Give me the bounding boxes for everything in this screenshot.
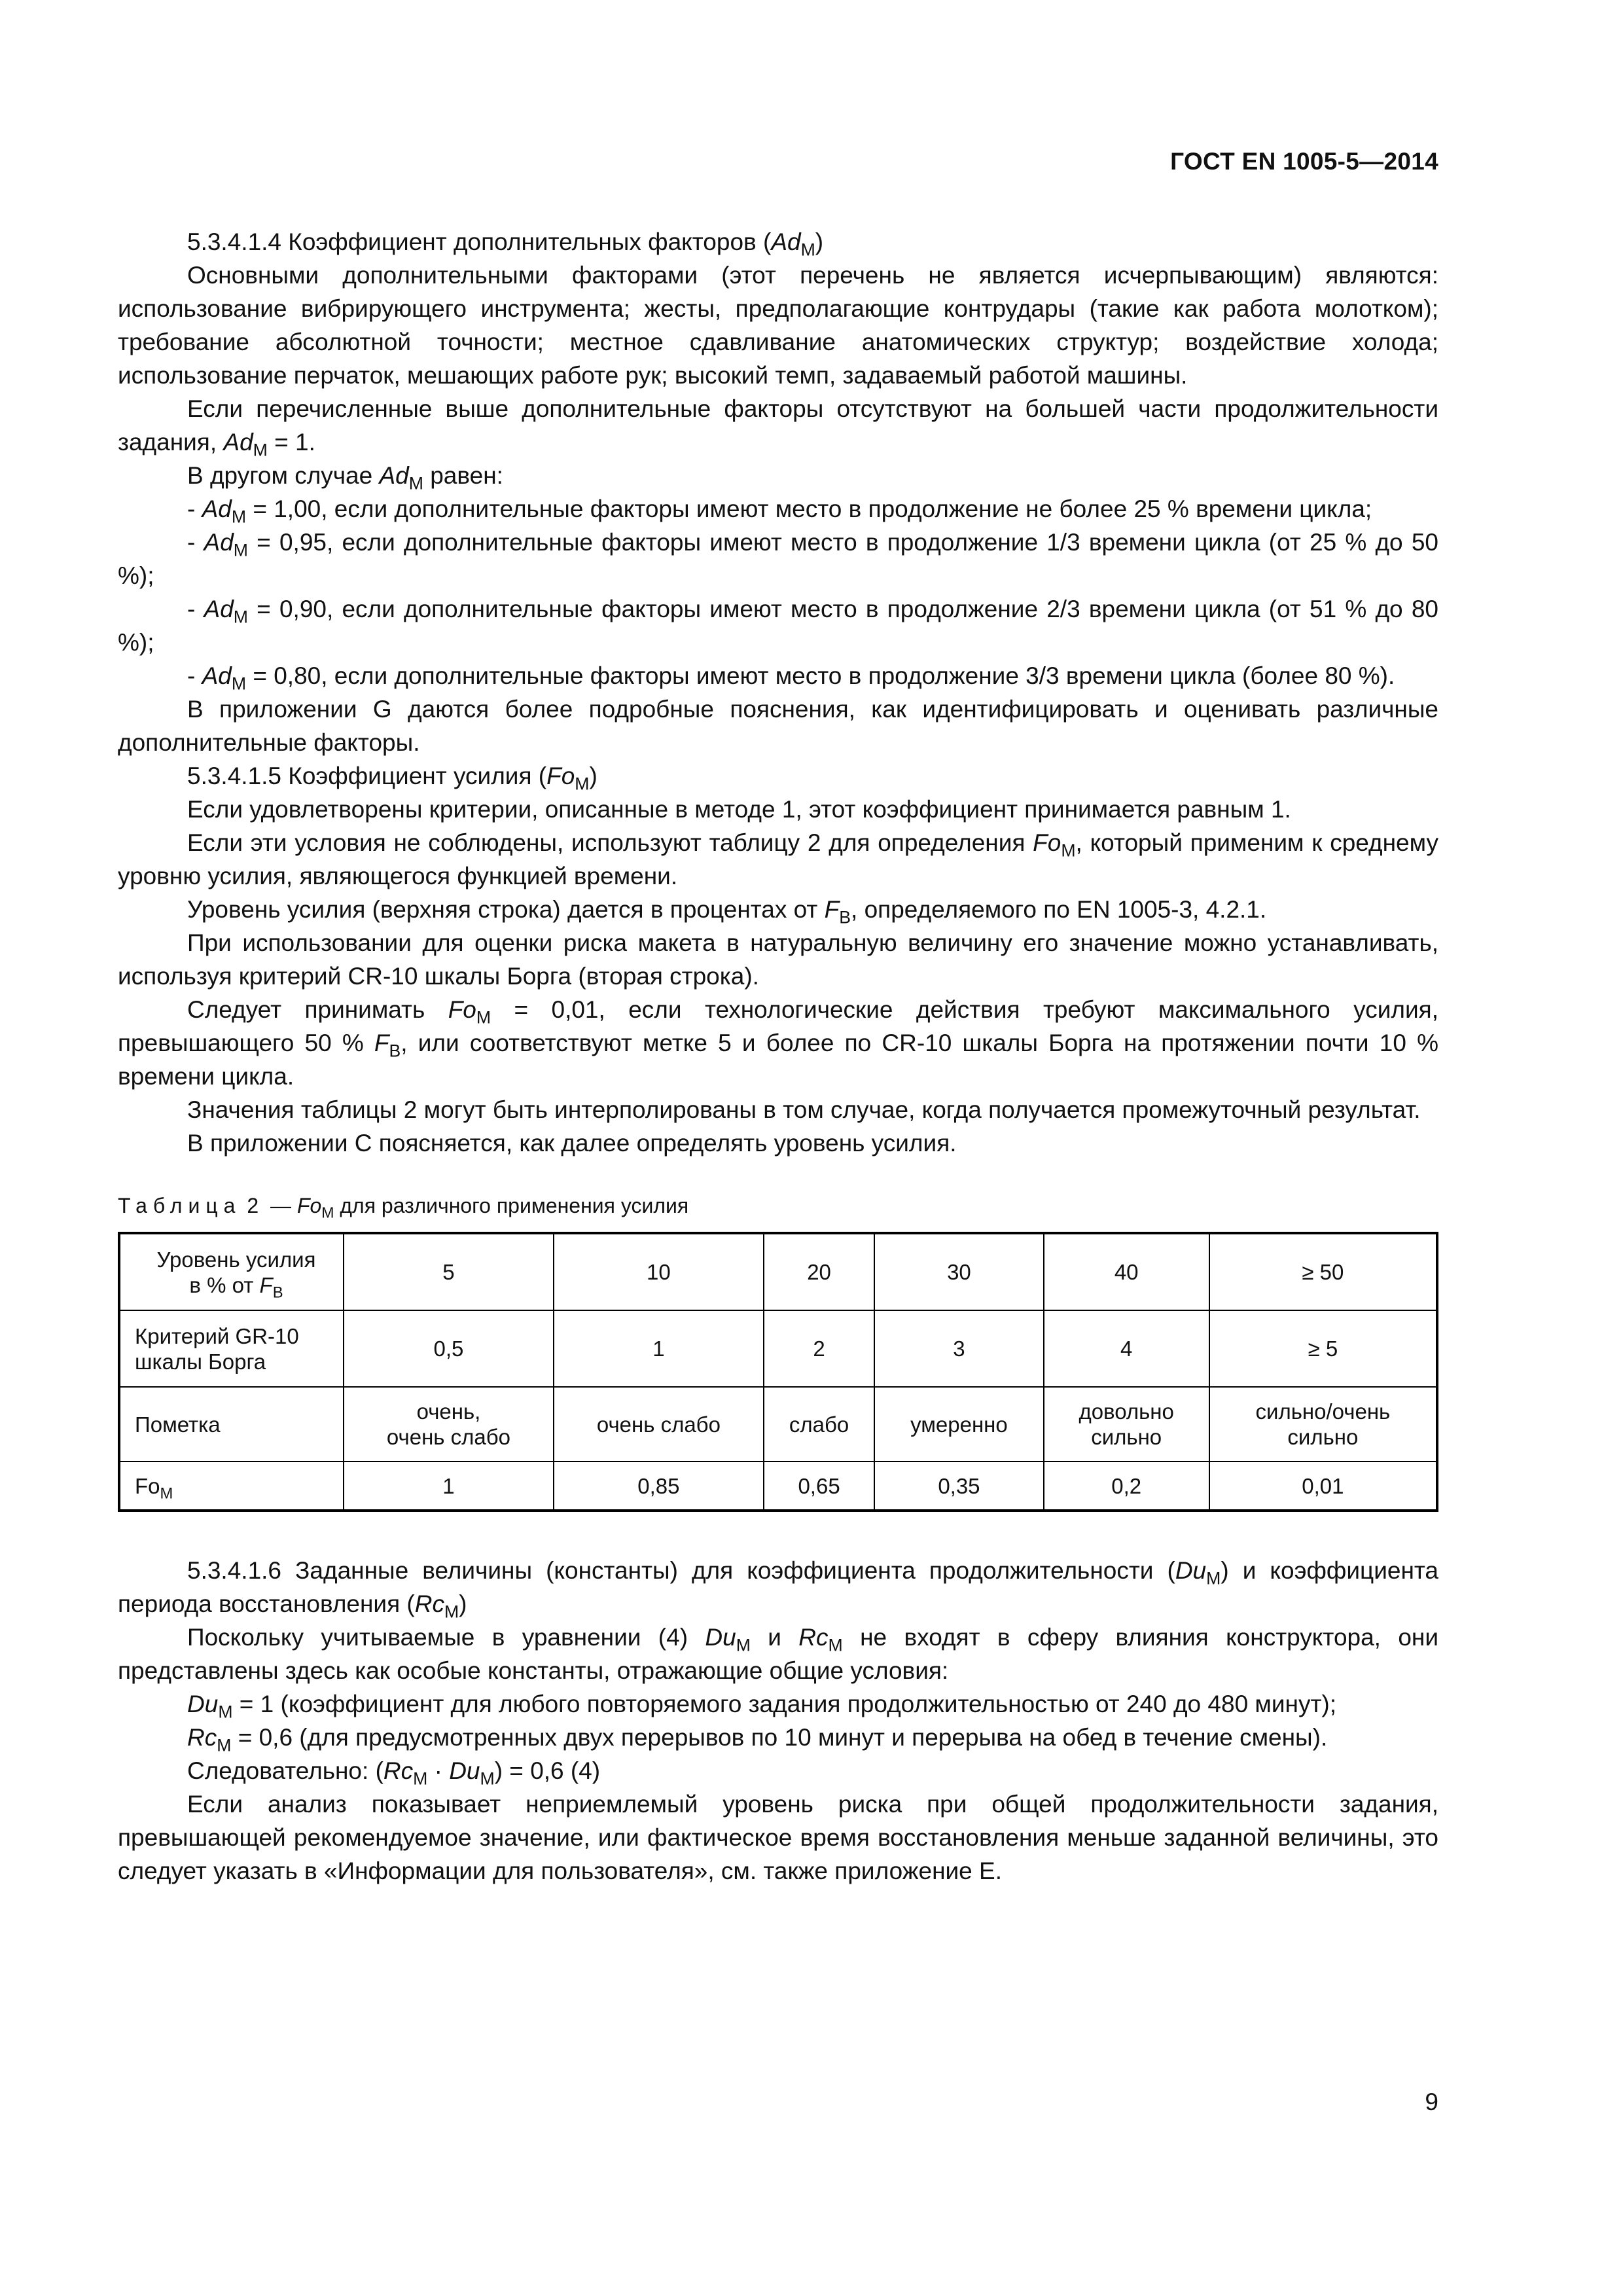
text-run: В другом случае xyxy=(187,462,380,489)
italic-symbol: Fo xyxy=(448,996,476,1023)
italic-symbol: Ad xyxy=(379,462,409,489)
cell-text: 1 xyxy=(442,1473,455,1498)
text-run: Если удовлетворены критерии, описанные в методе 1, этот коэффициент принимается равным 1. xyxy=(187,796,1291,823)
italic-symbol: Fo xyxy=(546,762,575,789)
text-run: ) и коэффициента периода восстановления ( xyxy=(118,1557,1438,1617)
cell-text: 0,65 xyxy=(798,1473,840,1498)
subscript: M xyxy=(160,1484,173,1503)
subscript: M xyxy=(444,1602,459,1622)
table-cell xyxy=(344,1310,554,1387)
paragraph xyxy=(118,1093,1438,1126)
text-run: 5.3.4.1.5 Коэффициент усилия ( xyxy=(187,762,547,789)
cell-text: 5 xyxy=(442,1260,455,1284)
cell-text: 30 xyxy=(947,1260,971,1284)
cell-text: сильно/очень xyxy=(1255,1399,1391,1424)
text-run: = 1. xyxy=(267,429,315,456)
cell-text: 40 xyxy=(1114,1260,1139,1284)
cell-text: 2 xyxy=(813,1336,825,1361)
italic-symbol: Rc xyxy=(414,1590,444,1617)
page-number: 9 xyxy=(1425,2089,1438,2115)
paragraph xyxy=(118,793,1438,826)
italic-symbol: Rc xyxy=(798,1624,829,1651)
text-run: , который применим к среднему уровню усилия, являющегося функцией времени. xyxy=(118,829,1438,889)
text-run: Следовательно: ( xyxy=(187,1757,383,1784)
text-run: ) xyxy=(815,228,824,255)
text-run: - xyxy=(187,529,204,556)
text-run: - xyxy=(187,662,202,689)
paragraph xyxy=(118,1621,1438,1687)
text-run: Если эти условия не соблюдены, используют таблицу 2 для определения xyxy=(187,829,1033,856)
paragraph xyxy=(118,926,1438,993)
paragraph xyxy=(118,526,1438,592)
paragraph xyxy=(118,1721,1438,1754)
subscript: M xyxy=(1061,840,1076,861)
subscript: M xyxy=(233,540,248,560)
table-caption-label: Таблица xyxy=(118,1194,241,1217)
text-run: - xyxy=(187,495,202,522)
text-run: ) xyxy=(589,762,597,789)
cell-text: очень слабо xyxy=(386,1425,511,1449)
text-run: = 0,95, если дополнительные факторы имеют место в продолжение 1/3 времени цикла (от 25 % до 50 %); xyxy=(118,529,1438,589)
text-run: = 0,01, если технологические действия требуют максимального усилия, превышающего 50 % xyxy=(118,996,1438,1056)
paragraph xyxy=(118,459,1438,492)
text-run: Значения таблицы 2 могут быть интерполированы в том случае, когда получается промежуточный результат. xyxy=(187,1096,1421,1123)
italic-symbol: Ad xyxy=(204,529,234,556)
text-run: ) = 0,6 (4) xyxy=(494,1757,601,1784)
italic-symbol: Du xyxy=(187,1691,219,1717)
row-header-cell xyxy=(119,1233,344,1310)
text-run: Поскольку учитываемые в уравнении (4) xyxy=(187,1624,705,1651)
text-run: = 0,6 (для предусмотренных двух перерывов по 10 минут и перерыва на обед в течение смены). xyxy=(231,1724,1328,1751)
subscript: M xyxy=(231,507,247,527)
table-cell xyxy=(554,1233,764,1310)
table-cell xyxy=(554,1310,764,1387)
text-run: и xyxy=(750,1624,799,1651)
subscript: M xyxy=(253,440,268,460)
paragraph xyxy=(118,1754,1438,1787)
cell-text: 20 xyxy=(807,1260,831,1284)
table-cell xyxy=(1209,1310,1437,1387)
subscript: M xyxy=(575,774,590,794)
text-run: = 1 (коэффициент для любого повторяемого задания продолжительностью от 240 до 480 минут); xyxy=(232,1691,1337,1717)
italic-symbol: Ad xyxy=(204,596,234,622)
table-cell xyxy=(764,1462,874,1511)
text-run: В приложении С поясняется, как далее определять уровень усилия. xyxy=(187,1130,957,1157)
italic-symbol: Fo xyxy=(1033,829,1061,856)
text-run: в % от xyxy=(189,1272,260,1297)
text-run: Если анализ показывает неприемлемый уровень риска при общей продолжительности задания, превышающей рекомендуемое значение, или фактическое время восстановления меньше заданной величины, это следует указать в «Информации для пользователя», см. также приложение Е. xyxy=(118,1791,1438,1884)
text-run: = 0,80, если дополнительные факторы имеют место в продолжение 3/3 времени цикла (более 80 %). xyxy=(246,662,1395,689)
table-cell xyxy=(344,1233,554,1310)
table-cell xyxy=(554,1387,764,1462)
text-run: 5.3.4.1.6 Заданные величины (константы) для коэффициента продолжительности ( xyxy=(187,1557,1175,1584)
table-row xyxy=(119,1387,1437,1462)
paragraph xyxy=(118,659,1438,692)
text-run: Критерий GR-10 xyxy=(135,1323,299,1348)
table-cell xyxy=(1209,1387,1437,1462)
force-factor-table-body xyxy=(119,1233,1437,1511)
paragraph xyxy=(118,692,1438,759)
subscript: M xyxy=(413,1768,428,1789)
cell-text: очень, xyxy=(416,1399,481,1424)
table-caption-text xyxy=(296,1194,689,1221)
table-cell xyxy=(764,1387,874,1462)
italic-symbol: F xyxy=(259,1272,273,1297)
table-cell xyxy=(764,1233,874,1310)
document-body xyxy=(118,225,1438,1888)
italic-symbol: Ad xyxy=(771,228,801,255)
italic-symbol: Ad xyxy=(202,495,232,522)
cell-text: 4 xyxy=(1120,1336,1133,1361)
row-header-cell xyxy=(119,1387,344,1462)
top-paragraphs xyxy=(118,225,1438,1160)
text-run: 5.3.4.1.4 Коэффициент дополнительных факторов ( xyxy=(187,228,772,255)
table-caption-dash: — xyxy=(270,1194,292,1217)
italic-symbol: Rc xyxy=(383,1757,414,1784)
cell-text: довольно xyxy=(1079,1399,1174,1424)
text-run: , определяемого по EN 1005-3, 4.2.1. xyxy=(851,896,1267,923)
text-run: = 1,00, если дополнительные факторы имеют место в продолжение не более 25 % времени цикла; xyxy=(246,495,1372,522)
table-cell xyxy=(344,1387,554,1462)
table-row xyxy=(119,1462,1437,1511)
subscript: M xyxy=(218,1702,233,1722)
italic-symbol: Ad xyxy=(223,429,253,456)
paragraph xyxy=(118,1126,1438,1160)
table-row xyxy=(119,1310,1437,1387)
force-factor-table xyxy=(118,1232,1438,1512)
text-run: , или соответствуют метке 5 и более по CR-10 шкалы Борга на протяжении почти 10 % времени цикла. xyxy=(118,1030,1438,1090)
subscript: M xyxy=(736,1635,751,1655)
paragraph xyxy=(118,1787,1438,1888)
cell-text: 10 xyxy=(647,1260,671,1284)
paragraph xyxy=(118,492,1438,526)
cell-text: ≥ 50 xyxy=(1302,1260,1344,1284)
cell-text: очень слабо xyxy=(596,1412,721,1437)
cell-text: 0,85 xyxy=(637,1473,680,1498)
text-run: Уровень усилия xyxy=(156,1247,316,1272)
cell-text: 3 xyxy=(953,1336,965,1361)
italic-symbol: Fo xyxy=(296,1194,322,1217)
table-cell xyxy=(1209,1462,1437,1511)
table-row xyxy=(119,1233,1437,1310)
paragraph xyxy=(118,759,1438,793)
table-cell xyxy=(1044,1462,1209,1511)
cell-text: слабо xyxy=(789,1412,849,1437)
subscript: B xyxy=(272,1283,283,1302)
text-run: Основными дополнительными факторами (этот перечень не является исчерпывающим) являются: использование вибрирующего инструмента; жесты, предполагающие контрудары (такие как работа молотком); требование абсолютной точности; местное сдавливание анатомических структур; воздействие холода; использование перчаток, мешающих работе рук; высокий темп, задаваемый работой машины. xyxy=(118,262,1438,389)
subscript: M xyxy=(408,473,423,493)
paragraph xyxy=(118,392,1438,459)
table-cell xyxy=(874,1462,1043,1511)
subscript: M xyxy=(1206,1568,1221,1588)
italic-symbol: Du xyxy=(705,1624,736,1651)
table-cell xyxy=(874,1310,1043,1387)
paragraph xyxy=(118,1554,1438,1621)
bottom-paragraphs xyxy=(118,1554,1438,1888)
paragraph xyxy=(118,1687,1438,1721)
table-cell xyxy=(764,1310,874,1387)
text-run: Следует принимать xyxy=(187,996,448,1023)
paragraph xyxy=(118,259,1438,392)
subscript: M xyxy=(480,1768,495,1789)
text-run: При использовании для оценки риска макета в натуральную величину его значение можно устанавливать, используя критерий CR-10 шкалы Борга (вторая строка). xyxy=(118,929,1438,990)
paragraph xyxy=(118,225,1438,259)
subscript: M xyxy=(476,1007,491,1028)
table-cell xyxy=(1209,1233,1437,1310)
cell-text: умеренно xyxy=(910,1412,1008,1437)
document-code-header: ГОСТ EN 1005-5—2014 xyxy=(1170,148,1438,175)
table-caption xyxy=(118,1193,1438,1219)
table-cell xyxy=(1044,1233,1209,1310)
row-header-cell xyxy=(119,1310,344,1387)
text-run: не входят в сферу влияния конструктора, они представлены здесь как особые константы, отражающие общие условия: xyxy=(118,1624,1438,1684)
cell-text: 0,35 xyxy=(938,1473,980,1498)
text-run: = 0,90, если дополнительные факторы имеют место в продолжение 2/3 времени цикла (от 51 % до 80 %); xyxy=(118,596,1438,656)
table-cell xyxy=(344,1462,554,1511)
cell-text: ≥ 5 xyxy=(1308,1336,1338,1361)
text-run: Уровень усилия (верхняя строка) дается в процентах от xyxy=(187,896,825,923)
italic-symbol: F xyxy=(374,1030,389,1056)
row-header-cell xyxy=(119,1462,344,1511)
text-run: Если перечисленные выше дополнительные факторы отсутствуют на большей части продолжительности задания, xyxy=(118,395,1438,456)
paragraph xyxy=(118,993,1438,1093)
subscript: M xyxy=(800,240,815,260)
table-caption-number: 2 xyxy=(247,1194,265,1217)
cell-text: сильно xyxy=(1091,1425,1162,1449)
table-cell xyxy=(1044,1310,1209,1387)
italic-symbol: Ad xyxy=(202,662,232,689)
table-cell xyxy=(554,1462,764,1511)
text-run: Fo xyxy=(135,1473,160,1498)
subscript: M xyxy=(321,1204,334,1221)
cell-text: 0,01 xyxy=(1302,1473,1344,1498)
text-run: ) xyxy=(459,1590,467,1617)
italic-symbol: Rc xyxy=(187,1724,217,1751)
table-cell xyxy=(874,1387,1043,1462)
paragraph xyxy=(118,893,1438,926)
subscript: M xyxy=(828,1635,843,1655)
subscript: M xyxy=(233,607,248,627)
text-run: - xyxy=(187,596,204,622)
text-run: равен: xyxy=(423,462,503,489)
subscript: B xyxy=(839,907,851,927)
text-run: для различного применения усилия xyxy=(334,1194,689,1217)
table-cell xyxy=(1044,1387,1209,1462)
subscript: M xyxy=(231,673,247,694)
cell-text: сильно xyxy=(1287,1425,1359,1449)
text-run: · xyxy=(427,1757,450,1784)
subscript: M xyxy=(217,1735,232,1755)
italic-symbol: Du xyxy=(449,1757,480,1784)
cell-text: 1 xyxy=(652,1336,665,1361)
cell-text: 0,5 xyxy=(433,1336,464,1361)
text-run: В приложении G даются более подробные пояснения, как идентифицировать и оценивать различные дополнительные факторы. xyxy=(118,696,1438,756)
text-run: Пометка xyxy=(135,1412,221,1437)
table-cell xyxy=(874,1233,1043,1310)
paragraph xyxy=(118,826,1438,893)
italic-symbol: F xyxy=(824,896,840,923)
subscript: B xyxy=(389,1041,401,1061)
text-run: шкалы Борга xyxy=(135,1349,266,1374)
paragraph xyxy=(118,592,1438,659)
cell-text: 0,2 xyxy=(1111,1473,1142,1498)
italic-symbol: Du xyxy=(1175,1557,1207,1584)
